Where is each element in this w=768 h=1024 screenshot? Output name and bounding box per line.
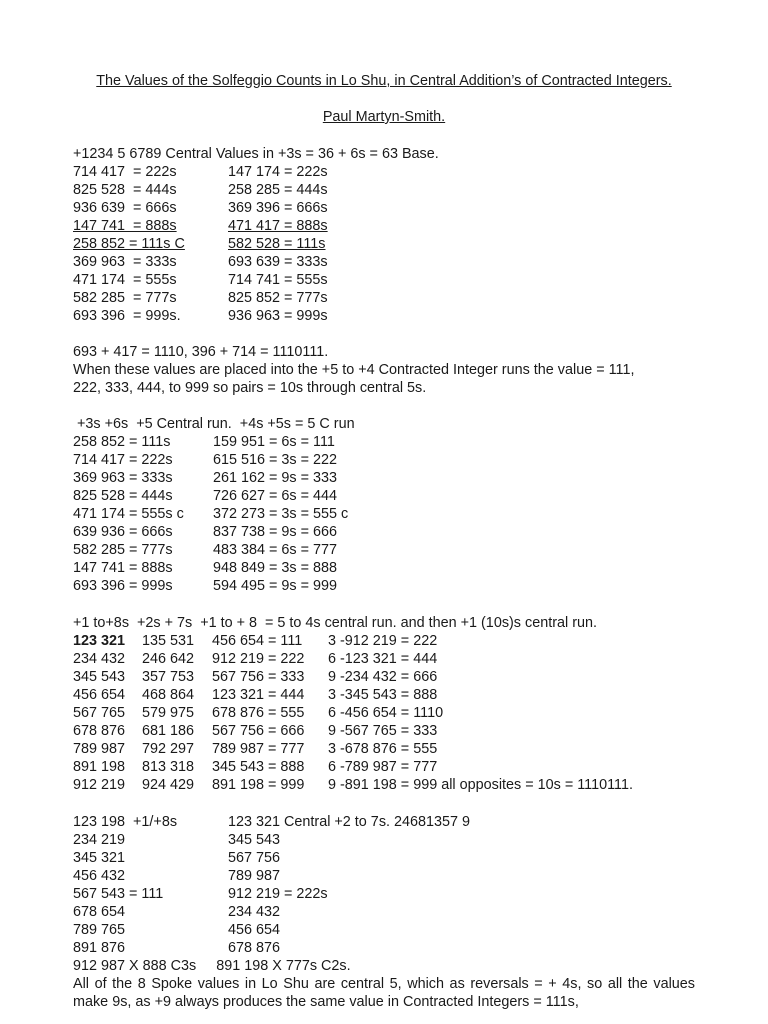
table-cell: 123 321 = 444 bbox=[212, 687, 305, 703]
table-cell: 357 753 bbox=[142, 669, 195, 685]
table-cell: 912 219 = 222s bbox=[228, 886, 328, 902]
table-cell: 456 654 = 111 bbox=[212, 633, 303, 649]
table-cell: 924 429 bbox=[142, 777, 195, 793]
table-cell: 678 654 bbox=[73, 904, 126, 920]
table-cell: 789 765 bbox=[73, 922, 126, 938]
table-cell: 714 417 = 222s bbox=[73, 452, 173, 468]
table-cell: 246 642 bbox=[142, 651, 195, 667]
table-cell-underlined: 582 528 = 111s bbox=[228, 236, 326, 252]
table-cell: 159 951 = 6s = 111 bbox=[213, 434, 335, 450]
section2-header: +3s +6s +5 Central run. +4s +5s = 5 C run bbox=[73, 416, 355, 432]
table-cell: 567 543 = 111 bbox=[73, 886, 164, 902]
table-cell: 345 321 bbox=[73, 850, 126, 866]
table-cell: 714 417 = 222s bbox=[73, 164, 177, 180]
table-cell: 789 987 bbox=[228, 868, 281, 884]
table-cell: 825 852 = 777s bbox=[228, 290, 328, 306]
table-cell: 9 -567 765 = 333 bbox=[328, 723, 438, 739]
table-cell: 681 186 bbox=[142, 723, 195, 739]
table-cell-underlined: 258 852 = 111s C bbox=[73, 236, 185, 252]
table-cell: 567 756 = 333 bbox=[212, 669, 305, 685]
table-cell: 234 219 bbox=[73, 832, 126, 848]
table-cell: 693 396 = 999s bbox=[73, 578, 173, 594]
table-cell: 594 495 = 9s = 999 bbox=[213, 578, 338, 594]
table-cell: 345 543 bbox=[73, 669, 126, 685]
table-cell: 3 -678 876 = 555 bbox=[328, 741, 438, 757]
table-cell: 912 219 = 222 bbox=[212, 651, 305, 667]
table-cell-underlined: 471 417 = 888s bbox=[228, 218, 328, 234]
table-cell: 615 516 = 3s = 222 bbox=[213, 452, 338, 468]
table-cell: 483 384 = 6s = 777 bbox=[213, 542, 338, 558]
table-cell: 789 987 bbox=[73, 741, 126, 757]
table-cell: 948 849 = 3s = 888 bbox=[213, 560, 338, 576]
table-cell: 891 198 = 999 bbox=[212, 777, 305, 793]
table-cell: 456 654 bbox=[228, 922, 281, 938]
table-cell: 3 -912 219 = 222 bbox=[328, 633, 438, 649]
table-cell-underlined: 147 741 = 888s bbox=[73, 218, 177, 234]
paragraph-line: 222, 333, 444, to 999 so pairs = 10s through central 5s. bbox=[73, 380, 427, 396]
table-cell: 147 741 = 888s bbox=[73, 560, 173, 576]
table-cell: 9 -891 198 = 999 all opposites = 10s = 1110111. bbox=[328, 777, 633, 793]
table-cell: 936 639 = 666s bbox=[73, 200, 177, 216]
section4-last-line: 912 987 X 888 C3s 891 198 X 777s C2s. bbox=[73, 958, 351, 974]
section3-header: +1 to+8s +2s + 7s +1 to + 8 = 5 to 4s central run. and then +1 (10s)s central run. bbox=[73, 615, 597, 631]
table-cell: 789 987 = 777 bbox=[212, 741, 305, 757]
table-cell: 912 219 bbox=[73, 777, 126, 793]
table-cell: 6 -789 987 = 777 bbox=[328, 759, 438, 775]
section1-header: +1234 5 6789 Central Values in +3s = 36 + 6s = 63 Base. bbox=[73, 146, 439, 162]
table-cell: 726 627 = 6s = 444 bbox=[213, 488, 338, 504]
table-cell: 639 936 = 666s bbox=[73, 524, 173, 540]
table-cell: 345 543 bbox=[228, 832, 281, 848]
table-cell: 3 -345 543 = 888 bbox=[328, 687, 438, 703]
table-cell: 678 876 = 555 bbox=[212, 705, 305, 721]
table-cell: 345 543 = 888 bbox=[212, 759, 305, 775]
table-cell: 147 174 = 222s bbox=[228, 164, 328, 180]
table-cell: 261 162 = 9s = 333 bbox=[213, 470, 338, 486]
table-cell: 837 738 = 9s = 666 bbox=[213, 524, 338, 540]
table-cell: 813 318 bbox=[142, 759, 195, 775]
table-cell: 468 864 bbox=[142, 687, 195, 703]
table-cell: 123 321 Central +2 to 7s. 24681357 9 bbox=[228, 814, 471, 830]
table-cell: 6 -456 654 = 1110 bbox=[328, 705, 444, 721]
table-cell: 234 432 bbox=[73, 651, 126, 667]
paragraph-line: 693 + 417 = 1110, 396 + 714 = 1110111. bbox=[73, 344, 329, 360]
table-cell: 234 432 bbox=[228, 904, 281, 920]
table-cell-bold: 123 321 bbox=[73, 633, 126, 649]
table-cell: 891 198 bbox=[73, 759, 126, 775]
table-cell: 456 654 bbox=[73, 687, 126, 703]
paragraph-line: When these values are placed into the +5 to +4 Contracted Integer runs the value = 111, bbox=[73, 362, 635, 378]
table-cell: 369 396 = 666s bbox=[228, 200, 328, 216]
table-cell: 258 852 = 111s bbox=[73, 434, 171, 450]
table-cell: 372 273 = 3s = 555 c bbox=[213, 506, 349, 522]
table-cell: 582 285 = 777s bbox=[73, 542, 173, 558]
table-cell: 258 285 = 444s bbox=[228, 182, 328, 198]
table-cell: 825 528 = 444s bbox=[73, 488, 173, 504]
table-cell: 135 531 bbox=[142, 633, 195, 649]
table-cell: 693 396 = 999s. bbox=[73, 308, 181, 324]
table-cell: 567 756 = 666 bbox=[212, 723, 305, 739]
table-cell: 825 528 = 444s bbox=[73, 182, 177, 198]
table-cell: 369 963 = 333s bbox=[73, 254, 177, 270]
table-cell: 936 963 = 999s bbox=[228, 308, 328, 324]
table-cell: 471 174 = 555s bbox=[73, 272, 177, 288]
table-cell: 792 297 bbox=[142, 741, 195, 757]
author-name: Paul Martyn-Smith. bbox=[322, 109, 446, 125]
table-cell: 891 876 bbox=[73, 940, 126, 956]
closing-paragraph: All of the 8 Spoke values in Lo Shu are central 5, which as reversals = + 4s, so all the values make 9s, as +9 always produces the same value in Contracted Integers = 111s, bbox=[73, 976, 695, 1010]
table-cell: 579 975 bbox=[142, 705, 195, 721]
table-cell: 678 876 bbox=[228, 940, 281, 956]
table-cell: 471 174 = 555s c bbox=[73, 506, 184, 522]
table-cell: 582 285 = 777s bbox=[73, 290, 177, 306]
table-cell: 9 -234 432 = 666 bbox=[328, 669, 438, 685]
table-cell: 123 198 +1/+8s bbox=[73, 814, 178, 830]
table-cell: 567 756 bbox=[228, 850, 281, 866]
table-cell: 369 963 = 333s bbox=[73, 470, 173, 486]
table-cell: 693 639 = 333s bbox=[228, 254, 328, 270]
table-cell: 6 -123 321 = 444 bbox=[328, 651, 438, 667]
table-cell: 678 876 bbox=[73, 723, 126, 739]
document-title: The Values of the Solfeggio Counts in Lo Shu, in Central Addition’s of Contracted Integers. bbox=[96, 73, 672, 89]
table-cell: 567 765 bbox=[73, 705, 126, 721]
table-cell: 456 432 bbox=[73, 868, 126, 884]
table-cell: 714 741 = 555s bbox=[228, 272, 328, 288]
